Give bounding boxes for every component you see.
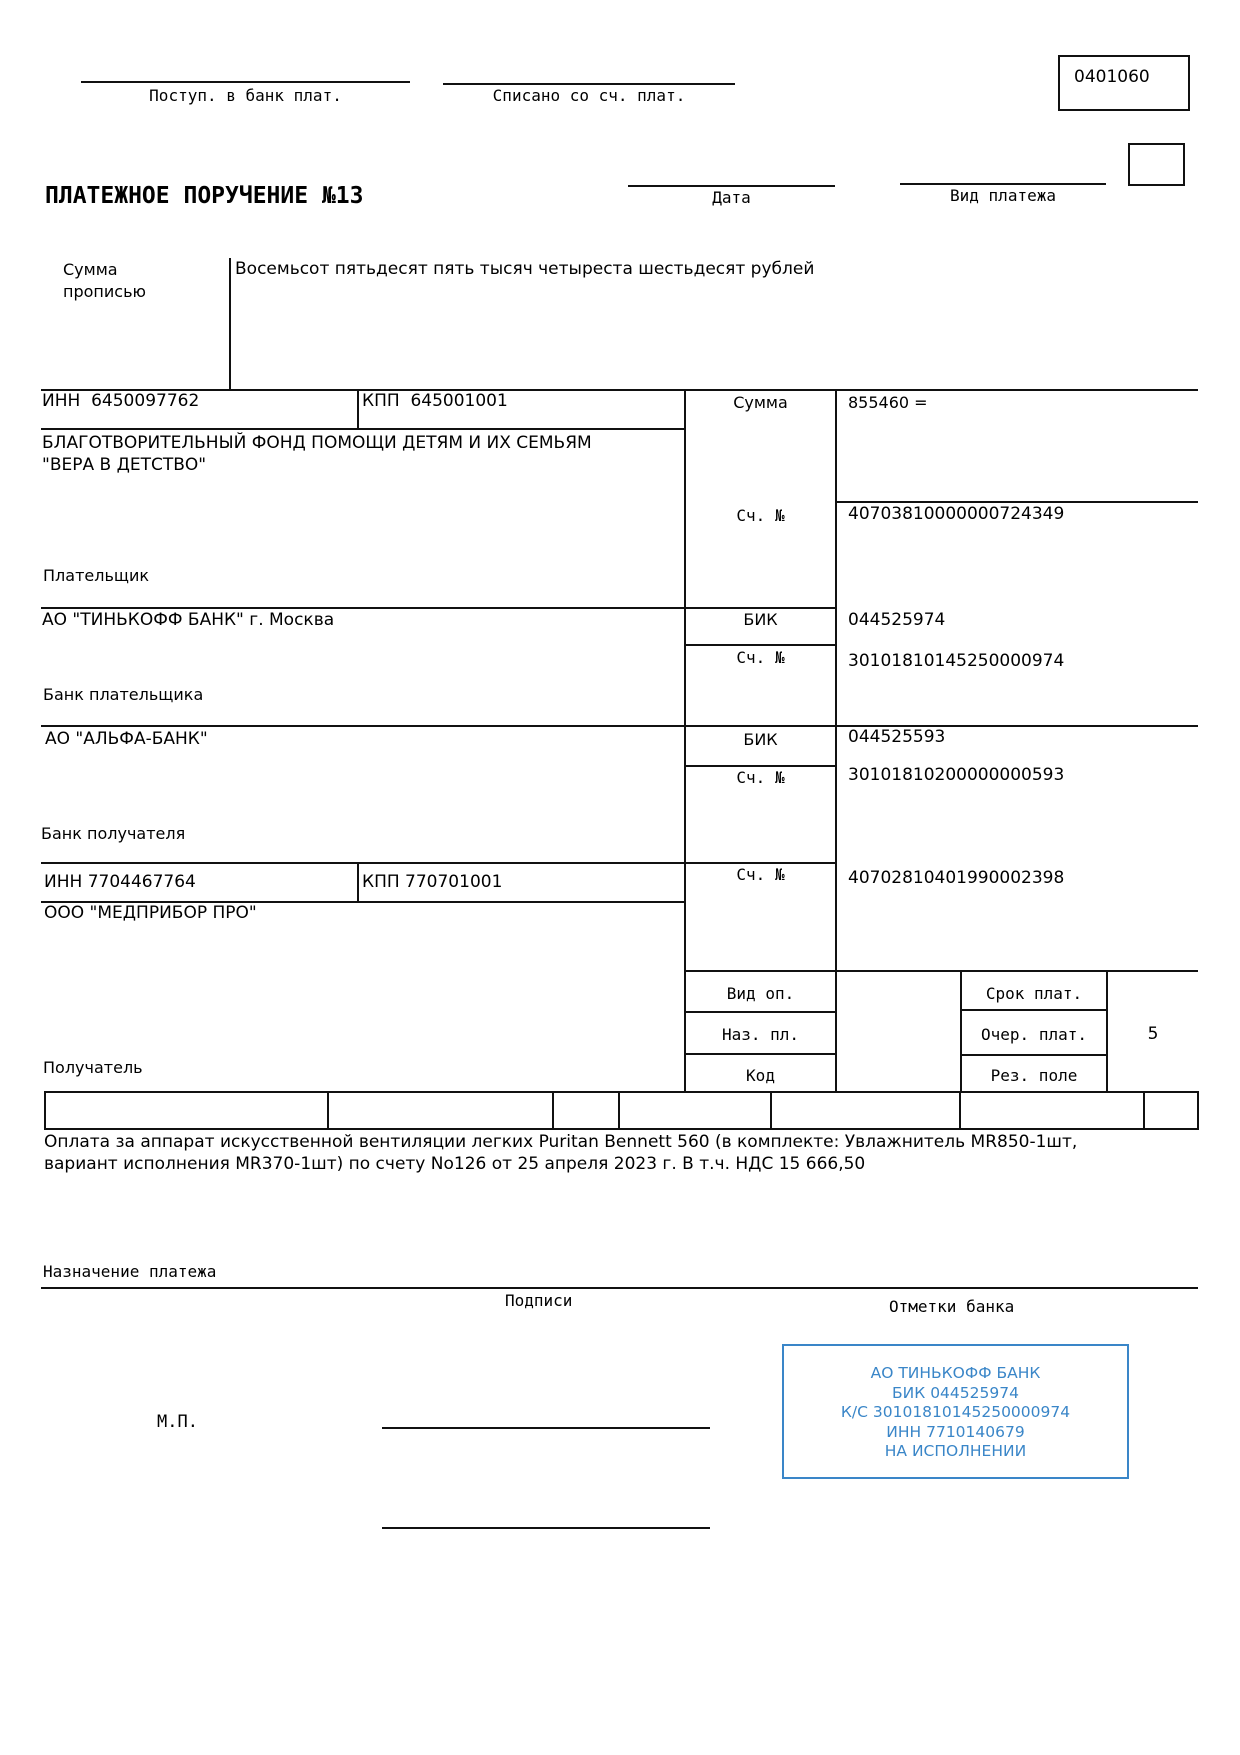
grid-line-payer-bottom: [41, 607, 684, 609]
purpose-bottom-line: [41, 1287, 1198, 1289]
payee-kpp-label: КПП: [362, 872, 400, 892]
grid-vline-payer-inn-kpp: [357, 389, 359, 428]
grid-line-purpose-code-bottom: [684, 1053, 835, 1055]
date-label: Дата: [712, 188, 751, 207]
tax-fields-row: [44, 1091, 1199, 1130]
payment-purpose-text: [44, 1131, 1077, 1175]
payment-type-label: Вид платежа: [950, 186, 1056, 205]
payer-inn: [42, 391, 199, 411]
grid-vline-payee-inn-kpp: [357, 862, 359, 901]
tax-field-divider-2: [552, 1091, 554, 1130]
tax-field-divider-4: [770, 1091, 772, 1130]
payee-bank-account-value: 30101810200000000593: [848, 765, 1065, 785]
grid-vline-right-column: [835, 389, 837, 1092]
payer-account-label: Сч. №: [736, 506, 785, 525]
document-title: ПЛАТЕЖНОЕ ПОРУЧЕНИЕ №13: [45, 183, 364, 209]
payee-kpp-value: 770701001: [405, 872, 503, 892]
payee-account-value: 40702810401990002398: [848, 868, 1065, 888]
grid-line-payee-bank-account-bottom: [684, 862, 835, 864]
grid-line-payer-inn-bottom: [41, 428, 684, 430]
payer-kpp: [362, 391, 508, 411]
payer-kpp-label: КПП: [362, 391, 400, 411]
bank-stamp-line5: НА ИСПОЛНЕНИИ: [884, 1442, 1027, 1460]
payer-bank-role-label: Банк плательщика: [43, 685, 204, 704]
amount-words-label-line1: Сумма: [63, 260, 118, 279]
form-code: 0401060: [1074, 67, 1150, 87]
amount-words-label-line2: прописью: [63, 282, 146, 301]
payee-account-label: Сч. №: [736, 865, 785, 884]
payee-bank-role-label: Банк получателя: [41, 824, 186, 843]
grid-line-payer-bank-bottom: [41, 725, 1198, 727]
payer-name: [42, 432, 592, 476]
tax-field-divider-5: [959, 1091, 961, 1130]
priority-value: 5: [1147, 1024, 1159, 1044]
grid-line-payee-bank-bottom: [41, 862, 684, 864]
signature-line-2[interactable]: [382, 1527, 710, 1529]
amount-label: Сумма: [733, 393, 788, 412]
bank-stamp-line2: БИК 044525974: [892, 1383, 1019, 1402]
amount-words-divider: [229, 258, 231, 390]
payment-purpose-label: Назначение платежа: [43, 1262, 217, 1281]
payee-bank-bik-value: 044525593: [848, 727, 946, 747]
payer-name-line1: БЛАГОТВОРИТЕЛЬНЫЙ ФОНД ПОМОЩИ ДЕТЯМ И ИХ СЕМЬЯМ: [42, 433, 592, 453]
payee-name: ООО "МЕДПРИБОР ПРО": [44, 903, 257, 923]
payer-name-line2: "ВЕРА В ДЕТСТВО": [42, 455, 207, 475]
reserve-field-label: Рез. поле: [990, 1066, 1078, 1085]
payment-purpose-line2: вариант исполнения MR370-1шт) по счету No126 от 25 апреля 2023 г. В т.ч. НДС 15 666,50: [44, 1154, 866, 1174]
grid-line-payer-account-bottom: [684, 607, 835, 609]
debited-date-line: [443, 83, 735, 85]
amount-words-value: Восемьсот пятьдесят пять тысяч четыреста шестьдесят рублей: [235, 259, 815, 279]
due-date-label: Срок плат.: [985, 984, 1083, 1003]
payee-bank-name: АО "АЛЬФА-БАНК": [45, 729, 208, 749]
payment-purpose-line1: Оплата за аппарат искусственной вентиляции легких Puritan Bennett 560 (в комплекте: Увлажнитель MR850-1шт,: [44, 1132, 1078, 1152]
grid-line-payee-account-bottom: [684, 970, 1198, 972]
form-code-box: [1058, 55, 1190, 111]
payer-account-value: 40703810000000724349: [848, 504, 1065, 524]
bank-stamp-line3: К/С 30101810145250000974: [840, 1403, 1071, 1421]
payer-status-box[interactable]: [1128, 143, 1185, 186]
stamp-place-label: М.П.: [157, 1412, 198, 1432]
amount-words-label: [63, 259, 146, 303]
bank-stamp-line1: АО ТИНЬКОФФ БАНК: [870, 1364, 1041, 1382]
grid-line-amount-bottom: [835, 501, 1198, 503]
grid-line-top: [41, 389, 1198, 391]
signature-line-1[interactable]: [382, 1427, 710, 1429]
tax-field-divider-6: [1143, 1091, 1145, 1130]
payer-bank-bik-value: 044525974: [848, 610, 946, 630]
bank-stamp: [782, 1344, 1129, 1479]
payee-bank-bik-label: БИК: [743, 730, 778, 749]
payee-inn-value: 7704467764: [87, 872, 196, 892]
payee-kpp: [362, 872, 502, 892]
payer-kpp-value: 645001001: [410, 391, 508, 411]
tax-field-divider-3: [618, 1091, 620, 1130]
payee-inn: [44, 872, 196, 892]
grid-line-payee-bik-bottom: [684, 765, 835, 767]
payer-inn-value: 6450097762: [91, 391, 200, 411]
payer-role-label: Плательщик: [43, 566, 150, 585]
amount-value: 855460 =: [848, 393, 928, 412]
grid-line-payer-bik-bottom: [684, 644, 835, 646]
payer-bank-bik-label: БИК: [743, 610, 778, 629]
received-date-line: [81, 81, 410, 83]
signatures-label: Подписи: [505, 1291, 573, 1310]
payee-bank-account-label: Сч. №: [736, 768, 785, 787]
date-line[interactable]: [628, 185, 835, 187]
received-label: Поступ. в банк плат.: [149, 86, 342, 105]
tax-field-divider-1: [327, 1091, 329, 1130]
grid-line-priority-bottom: [960, 1054, 1106, 1056]
payer-bank-account-label: Сч. №: [736, 648, 785, 667]
bank-stamp-line4: ИНН 7710140679: [886, 1422, 1025, 1441]
payee-inn-label: ИНН: [44, 872, 83, 892]
payer-bank-account-value: 30101810145250000974: [848, 651, 1065, 671]
debited-label: Списано со сч. плат.: [492, 86, 686, 105]
payer-inn-label: ИНН: [42, 391, 81, 411]
code-label: Код: [746, 1066, 775, 1085]
op-type-label: Вид оп.: [726, 984, 795, 1003]
grid-line-due-bottom: [960, 1009, 1106, 1011]
payee-role-label: Получатель: [43, 1058, 143, 1077]
priority-label: Очер. плат.: [981, 1025, 1087, 1044]
bank-marks-label: Отметки банка: [889, 1297, 1015, 1316]
purpose-code-label: Наз. пл.: [721, 1025, 800, 1044]
payer-bank-name: АО "ТИНЬКОФФ БАНК" г. Москва: [42, 610, 335, 630]
payment-type-line[interactable]: [900, 183, 1106, 185]
grid-line-op-type-bottom: [684, 1011, 835, 1013]
